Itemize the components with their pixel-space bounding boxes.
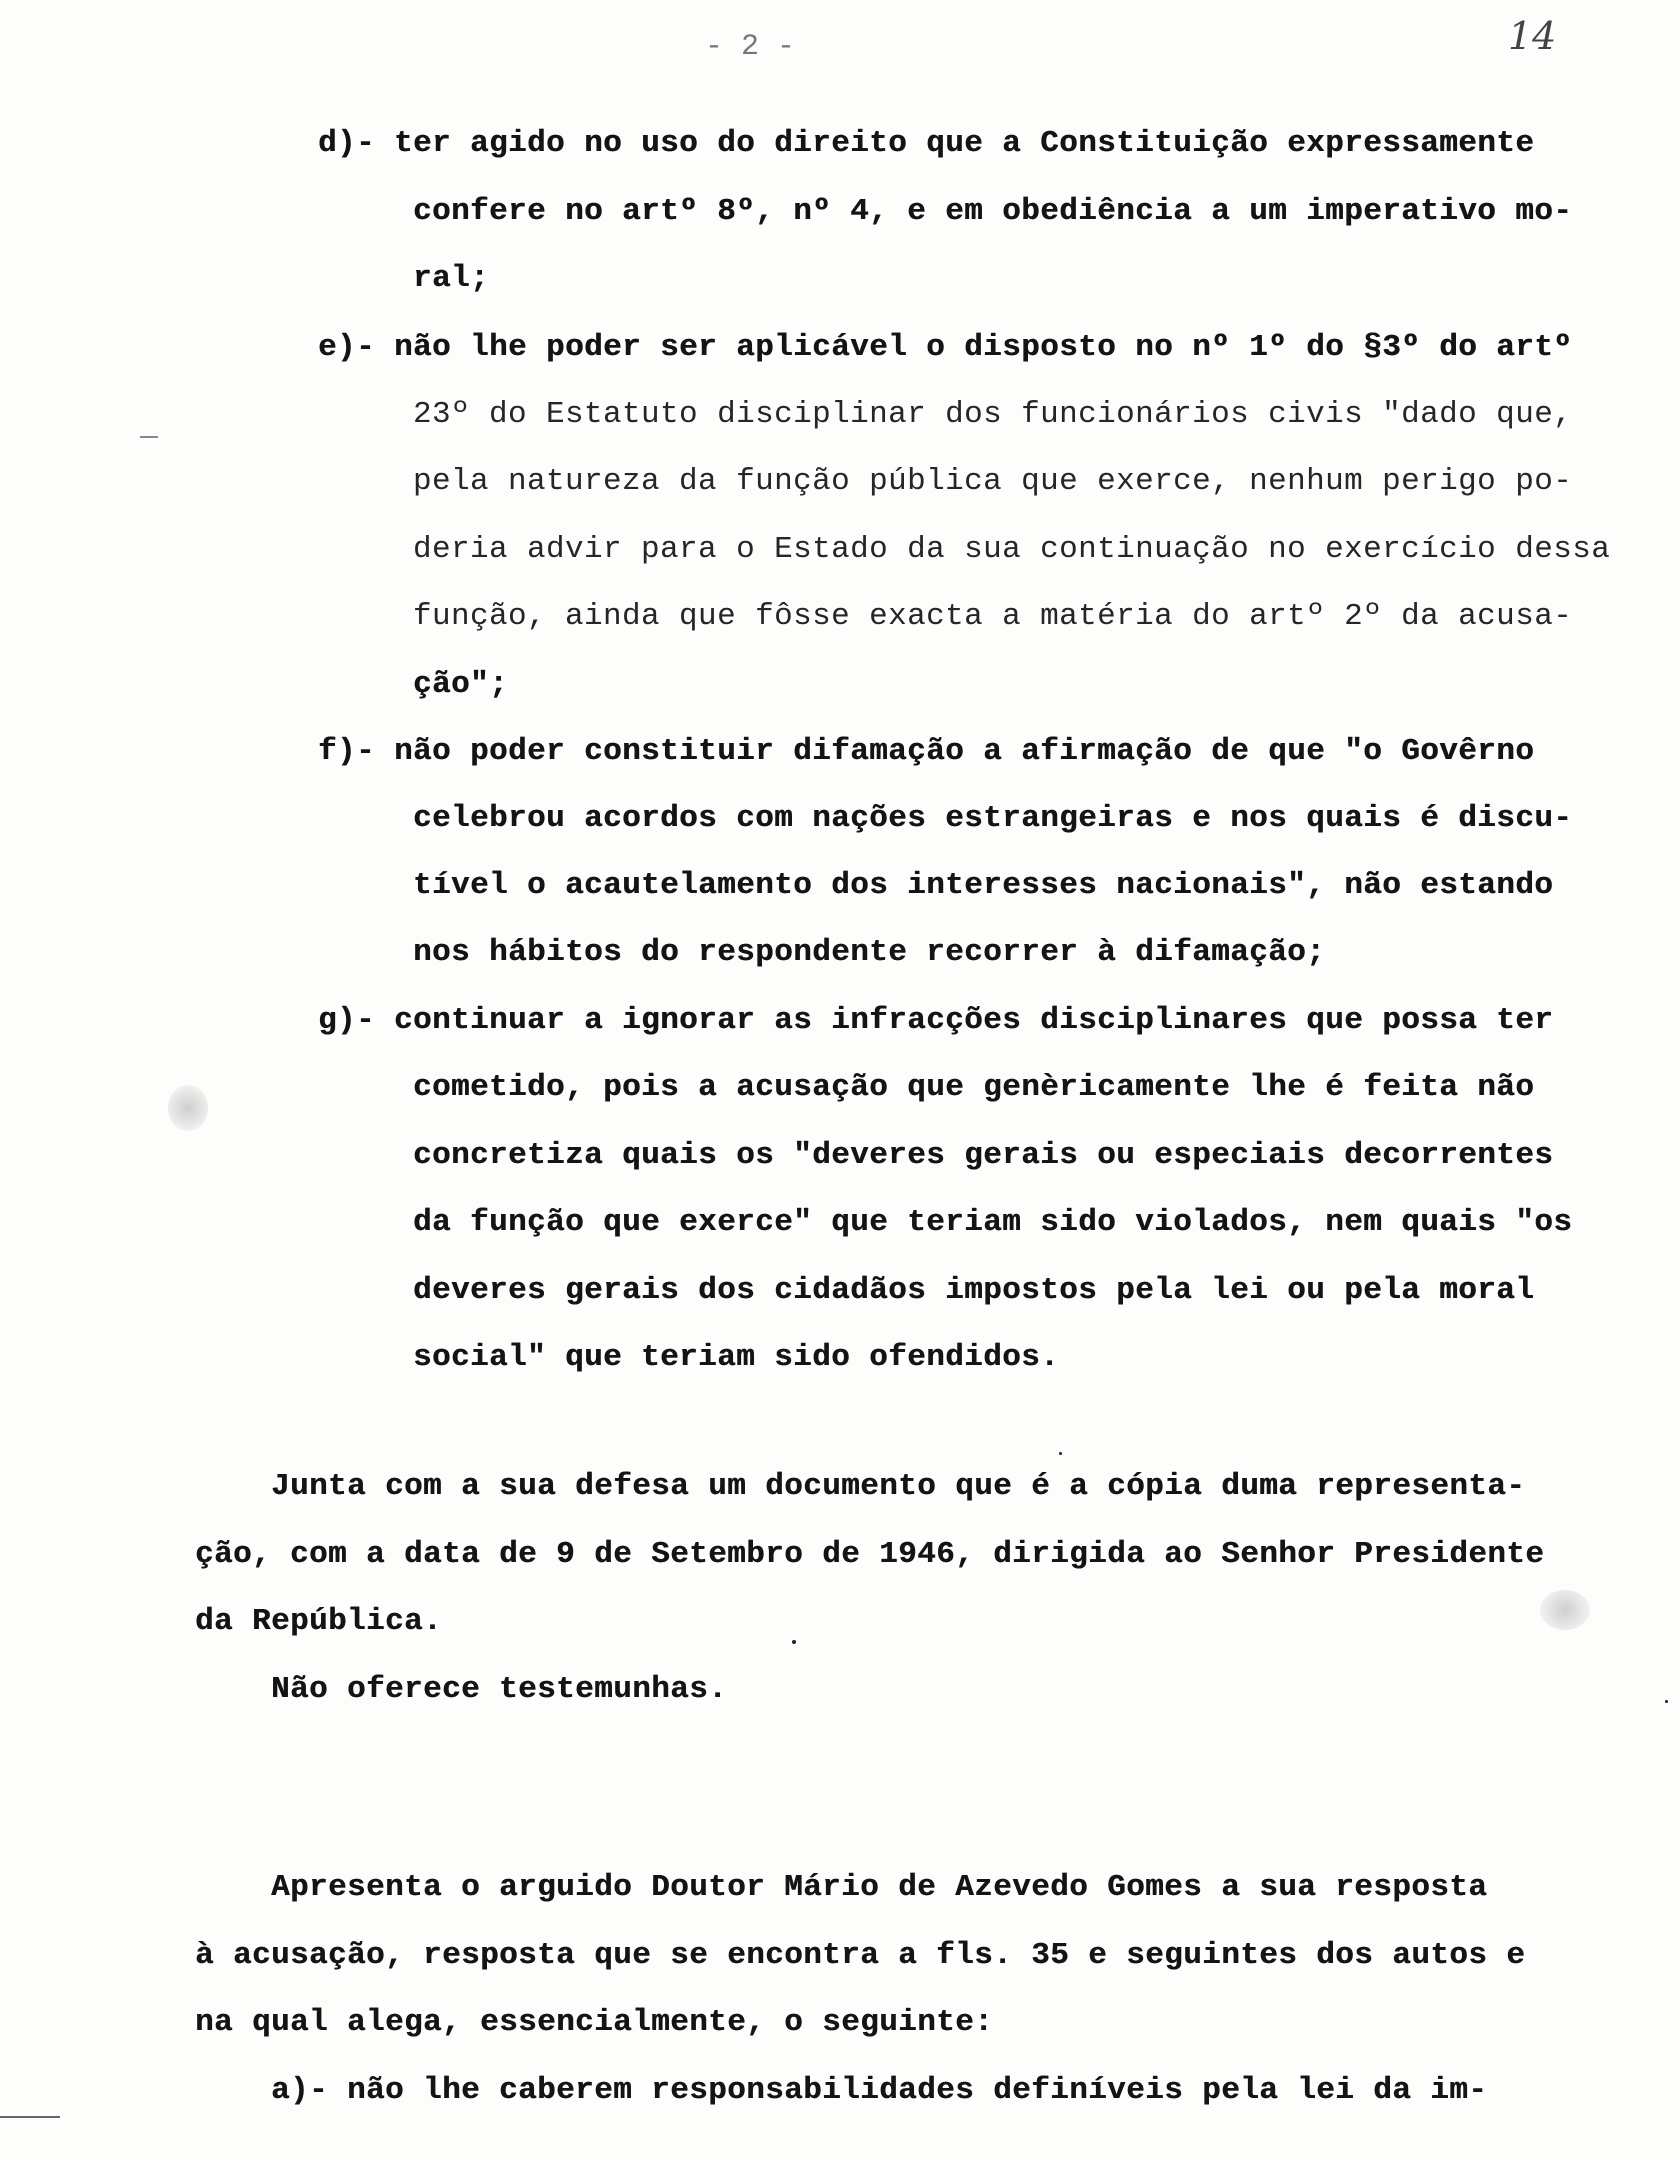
- scan-edge-mark: [140, 436, 158, 438]
- list-line: ral;: [318, 261, 490, 296]
- list-line: social" que teriam sido ofendidos.: [318, 1340, 1060, 1375]
- paragraph-line: a)- não lhe caberem responsabilidades definíveis pela lei da im-: [195, 2073, 1488, 2108]
- scan-edge-mark: [0, 2116, 60, 2118]
- paragraph-line: da República.: [195, 1604, 443, 1639]
- list-line: deveres gerais dos cidadãos impostos pela lei ou pela moral: [318, 1273, 1535, 1308]
- list-line: g)- continuar a ignorar as infracções disciplinares que possa ter: [318, 1003, 1554, 1038]
- list-line: função, ainda que fôsse exacta a matéria do artº 2º da acusa-: [318, 599, 1573, 634]
- scan-smudge: [1540, 1590, 1590, 1630]
- list-line: da função que exerce" que teriam sido violados, nem quais "os: [318, 1205, 1573, 1240]
- page-marker: - 2 -: [705, 30, 796, 64]
- list-line: pela natureza da função pública que exerce, nenhum perigo po-: [318, 464, 1573, 499]
- scan-smudge: [168, 1085, 208, 1131]
- paragraph-line: ção, com a data de 9 de Setembro de 1946, dirigida ao Senhor Presidente: [195, 1537, 1545, 1572]
- scan-speck: [1665, 1700, 1668, 1703]
- list-line: concretiza quais os "deveres gerais ou especiais decorrentes: [318, 1138, 1554, 1173]
- scan-speck: [792, 1640, 796, 1644]
- list-line: deria advir para o Estado da sua continuação no exercício dessa: [318, 532, 1611, 567]
- list-line: nos hábitos do respondente recorrer à difamação;: [318, 935, 1326, 970]
- scan-speck: [1059, 1452, 1062, 1455]
- list-line: 23º do Estatuto disciplinar dos funcionários civis "dado que,: [318, 397, 1573, 432]
- list-line: f)- não poder constituir difamação a afirmação de que "o Govêrno: [318, 734, 1535, 769]
- list-line: ção";: [318, 667, 509, 702]
- list-line: e)- não lhe poder ser aplicável o disposto no nº 1º do §3º do artº: [318, 330, 1573, 365]
- paragraph-line: Junta com a sua defesa um documento que é a cópia duma representa-: [195, 1469, 1526, 1504]
- list-line: tível o acautelamento dos interesses nacionais", não estando: [318, 868, 1554, 903]
- list-line: cometido, pois a acusação que genèricamente lhe é feita não: [318, 1070, 1535, 1105]
- list-line: celebrou acordos com nações estrangeiras e nos quais é discu-: [318, 801, 1573, 836]
- folio-number: 14: [1508, 14, 1557, 58]
- paragraph-line: à acusação, resposta que se encontra a fls. 35 e seguintes dos autos e: [195, 1938, 1526, 1973]
- paragraph-line: na qual alega, essencialmente, o seguinte:: [195, 2005, 994, 2040]
- list-line: d)- ter agido no uso do direito que a Constituição expressamente: [318, 126, 1535, 161]
- list-line: confere no artº 8º, nº 4, e em obediência a um imperativo mo-: [318, 194, 1573, 229]
- paragraph-line: Apresenta o arguido Doutor Mário de Azevedo Gomes a sua resposta: [195, 1870, 1488, 1905]
- paragraph-line: Não oferece testemunhas.: [195, 1672, 728, 1707]
